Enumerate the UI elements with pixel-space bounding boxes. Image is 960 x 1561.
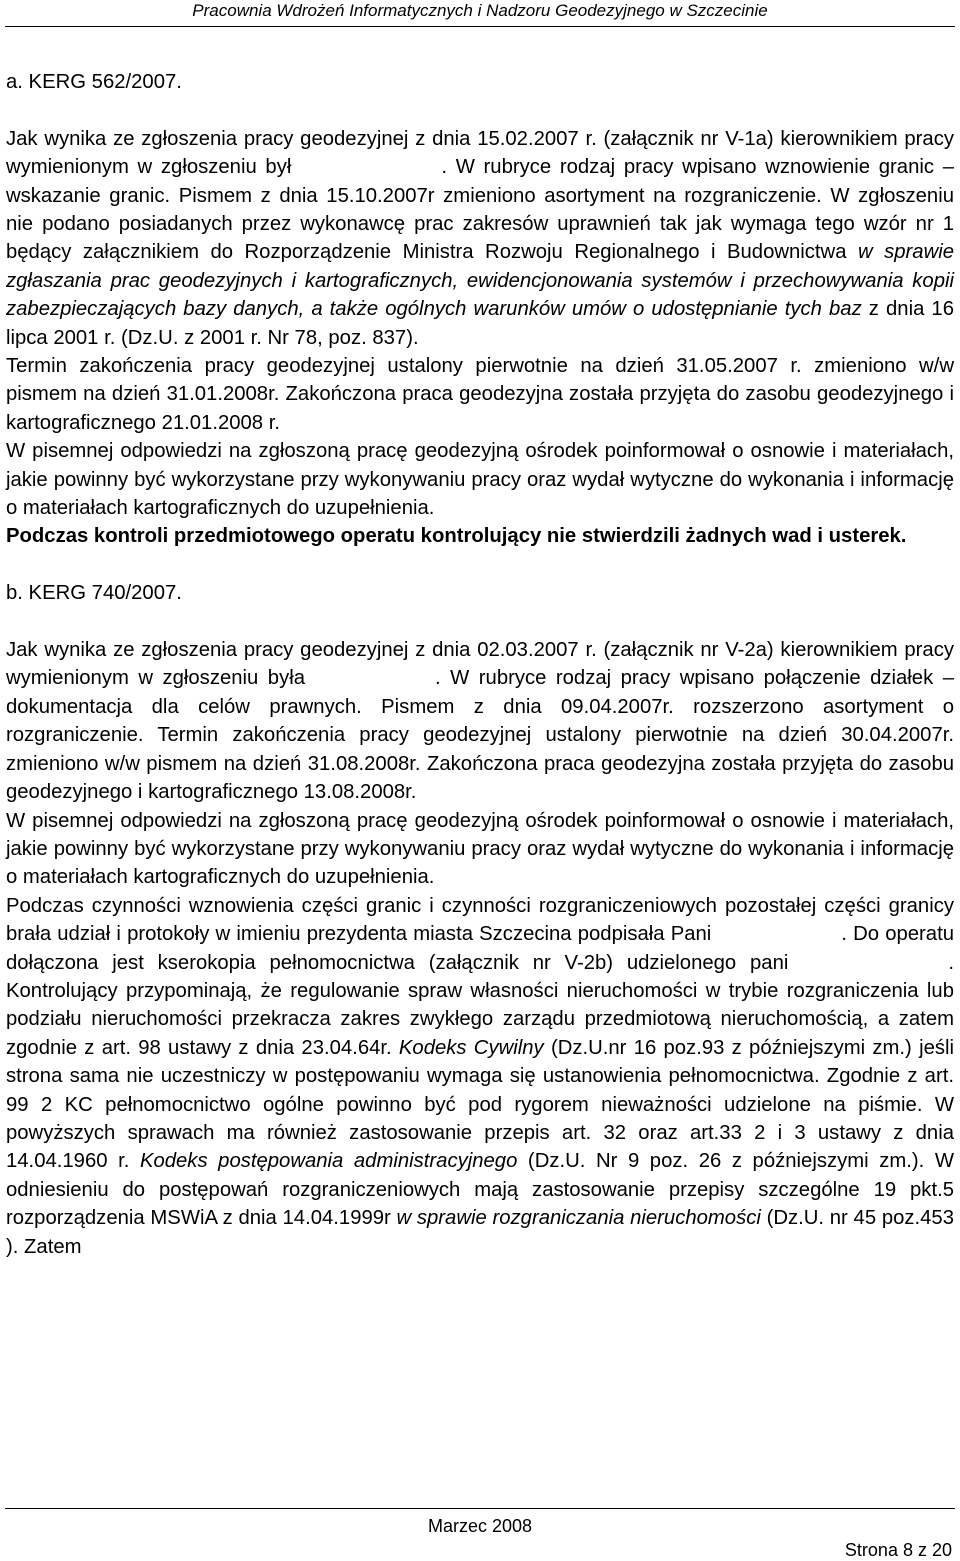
- italic-title: w sprawie zgłaszania prac geodezyjnych i kartograficznych, ewidencjonowania systemów i przechowywania kopii zabezpieczających bazy danych, a także ogólnych warunków umów o udostępnianie tych baz: [6, 241, 955, 321]
- text-run: . W rubryce rodzaj pracy wpisano połączenie działek – dokumentacja dla celów prawnych. Pismem z dnia 09.04.2007r. rozszerzono asortyment o rozgraniczenie. Termin zakończenia pracy geodezyjnej ustalony pierwotnie na dzień 30.04.2007r. zmieniono w/w pismem na dzień 31.08.2008r. Zakończona praca geodezyjna została przyjęta do zasobu geodezyjnego i kartograficznego 13.08.2008r.: [6, 667, 954, 804]
- text-run: . Do operatu dołączona jest kserokopia pełnomocnictwa (załącznik nr V-2b) udzielonego pani: [6, 923, 954, 974]
- text-run: Jak wynika ze zgłoszenia pracy geodezyjnej z dnia 15.02.2007 r. (załącznik nr V-1a) kierownikiem pracy wymienionym w zgłoszeniu był: [6, 127, 954, 179]
- section-a-paragraph-2: Termin zakończenia pracy geodezyjnej ustalony pierwotnie na dzień 31.05.2007 r. zmieniono w/w pismem na dzień 31.01.2008r. Zakończona praca geodezyjna została przyjęta do zasobu geodezyjnego i kartograficznego 21.01.2008 r.: [6, 355, 954, 434]
- italic-title: w sprawie rozgraniczania nieruchomości: [396, 1207, 761, 1230]
- footer-date: Marzec 2008: [427, 1516, 533, 1536]
- text-run: Podczas czynności wznowienia części granic i czynności rozgraniczeniowych pozostałej części granicy brała udział i protokoły w imieniu prezydenta miasta Szczecina podpisała Pani: [6, 894, 954, 946]
- section-a-heading: a. KERG 562/2007.: [6, 71, 182, 93]
- header-divider: [5, 26, 955, 27]
- footer-divider: [5, 1508, 955, 1509]
- section-b-paragraph-3: [6, 892, 954, 1261]
- text-run: z dnia 16 lipca 2001 r. (Dz.U. z 2001 r. Nr 78, poz. 837).: [6, 298, 954, 349]
- text-run: (Dz.U. Nr 9 poz. 26 z późniejszymi zm.). W odniesieniu do postępowań rozgraniczeniowych mają zastosowanie przepisy szczególne 19 pkt.5 rozporządzenia MSWiA z dnia 14.04.1999r: [6, 1150, 954, 1230]
- section-b-heading: b. KERG 740/2007.: [6, 582, 182, 605]
- section-a-paragraph-1: [6, 125, 954, 352]
- spacer: [6, 96, 954, 124]
- section-b-paragraph-1: [6, 636, 954, 806]
- page-header: Pracownia Wdrożeń Informatycznych i Nadzoru Geodezyjnego w Szczecinie: [192, 1, 768, 20]
- text-run: . Kontrolujący przypominają, że regulowanie spraw własności nieruchomości w trybie rozgraniczenia lub podziału nieruchomości przekracza zakres zwykłego zarządu przedmiotową nieruchomością, a zatem zgodnie z art. 98 ustawy z dnia 23.04.64r.: [6, 951, 954, 1059]
- italic-title: Kodeks Cywilny: [398, 1036, 544, 1059]
- spacer: [6, 551, 954, 579]
- text-run: (Dz.U. nr 45 poz.453 ). Zatem: [6, 1207, 954, 1258]
- spacer: [6, 608, 954, 636]
- document-body: [6, 68, 954, 1261]
- section-b-paragraph-2: W pisemnej odpowiedzi na zgłoszoną pracę geodezyjną ośrodek poinformował o osnowie i materiałach, jakie powinny być wykorzystane przy wykonywaniu pracy oraz wydał wytyczne do wykonania i informację o materiałach kartograficznych do uzupełnienia.: [6, 809, 954, 889]
- section-a-conclusion: Podczas kontroli przedmiotowego operatu kontrolujący nie stwierdzili żadnych wad i usterek.: [6, 525, 907, 548]
- italic-title: Kodeks postępowania administracyjnego: [139, 1150, 518, 1173]
- page-number: Strona 8 z 20: [844, 1540, 952, 1560]
- section-a-paragraph-3: W pisemnej odpowiedzi na zgłoszoną pracę geodezyjną ośrodek poinformował o osnowie i materiałach, jakie powinny być wykorzystane przy wykonywaniu pracy oraz wydał wytyczne do wykonania i informację o materiałach kartograficznych do uzupełnienia.: [6, 440, 954, 520]
- text-run: (Dz.U.nr 16 poz.93 z późniejszymi zm.) jeśli strona sama nie uczestniczy w postępowaniu wymaga się ustanowienia pełnomocnictwa. Zgodnie z art. 99 2 KC pełnomocnictwo ogólne powinno być pod rygorem nieważności udzielone na piśmie. W powyższych sprawach ma również zastosowanie przepis art. 32 oraz art.33 2 i 3 ustawy z dnia 14.04.1960 r.: [6, 1036, 955, 1173]
- text-run: Jak wynika ze zgłoszenia pracy geodezyjnej z dnia 02.03.2007 r. (załącznik nr V-2a) kierownikiem pracy wymienionym w zgłoszeniu była: [6, 639, 954, 690]
- text-run: . W rubryce rodzaj pracy wpisano wznowienie granic – wskazanie granic. Pismem z dnia 15.10.2007r zmieniono asortyment na rozgraniczenie. W zgłoszeniu nie podano posiadanych przez wykonawcę prac zakresów uprawnień tak jak wymaga tego wzór nr 1 będący załącznikiem do Rozporządzenie Ministra Rozwoju Regionalnego i Budownictwa: [6, 156, 954, 264]
